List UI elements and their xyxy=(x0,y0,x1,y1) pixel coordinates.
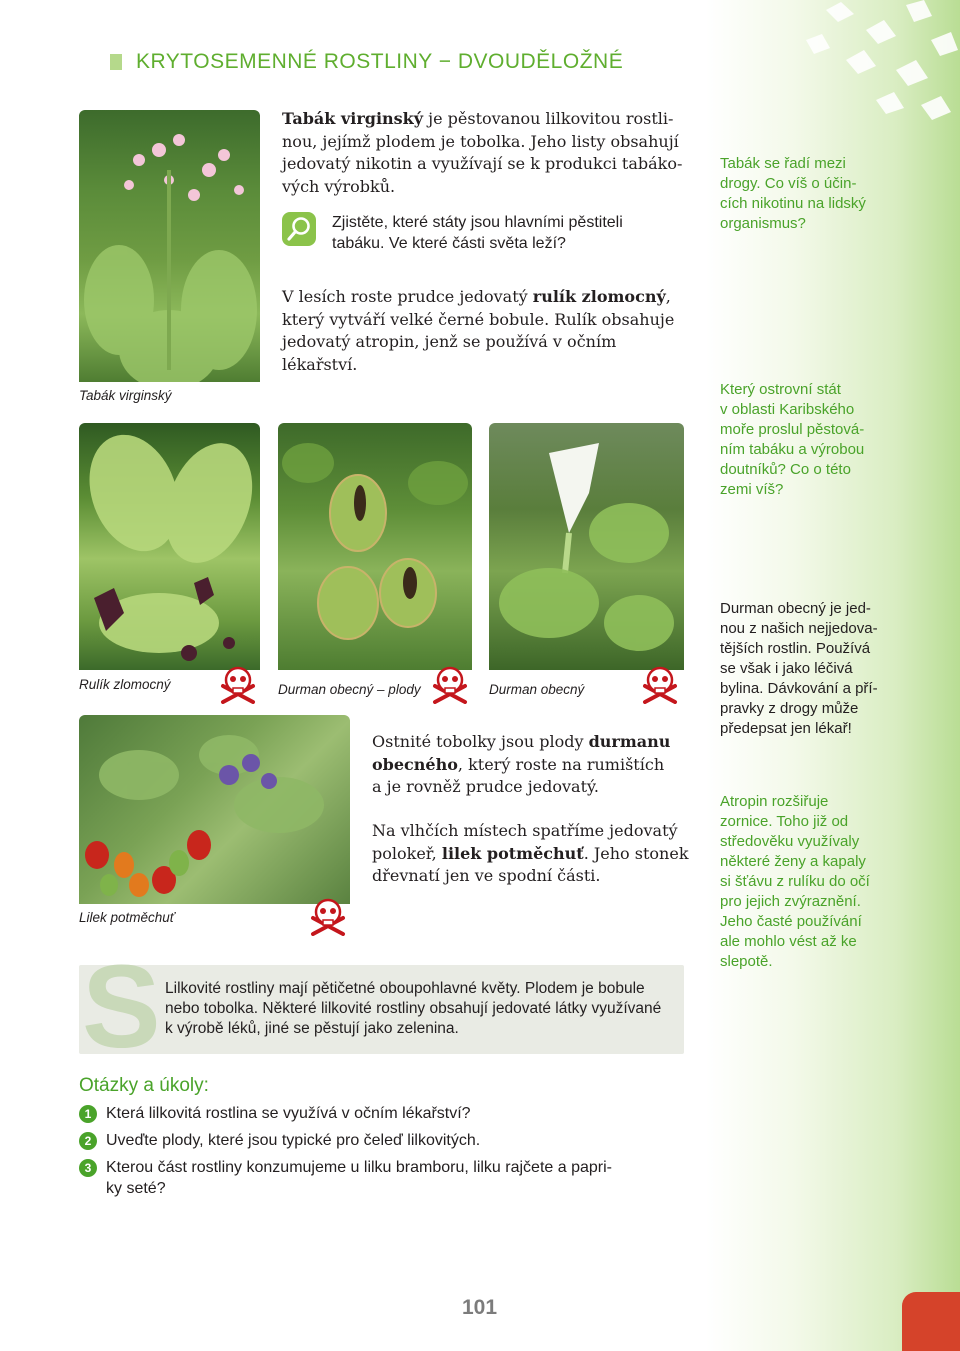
term-rulik: rulík zlomocný xyxy=(532,287,666,306)
poison-skull-icon xyxy=(308,896,348,936)
term-durman: durmanu xyxy=(588,732,671,751)
search-task-text: Zjistěte, které státy jsou hlavními pěstiteli tabáku. Ve které části světa leží? xyxy=(332,214,623,252)
caption-rulik: Rulík zlomocný xyxy=(79,677,171,692)
photo-lilek-potmechut xyxy=(79,715,350,904)
question-item: 1 Která lilkovitá rostlina se využívá v očním lékařství? xyxy=(79,1103,689,1124)
decorative-pattern xyxy=(706,0,960,140)
question-item: 2 Uveďte plody, které jsou typické pro čeleď lilkovitých. xyxy=(79,1130,689,1151)
durman-paragraph: Ostnité tobolky jsou plody durmanu obecného, který roste na rumištích a je rovněž prudce jedovatý. xyxy=(372,732,671,796)
page-number: 101 xyxy=(462,1296,498,1319)
rulik-paragraph: V lesích roste prudce jedovatý rulík zlomocný, který vytváří velké černé bobule. Rulík obsahuje jedovatý atropin, jenž se používá v očním lékařství. xyxy=(282,287,675,374)
caption-durman-plody: Durman obecný – plody xyxy=(278,682,421,697)
question-number: 3 xyxy=(79,1159,97,1177)
magnifier-icon xyxy=(282,212,316,246)
intro-tabak-text: Tabák virginský je pěstovanou lilkovitou rostli- nou, jejímž plodem je tobolka. Jeho listy obsahují jedovatý nikotin a využívají se k produkci tabáko- vých výrobků. xyxy=(282,109,683,196)
photo-durman-obecny xyxy=(489,423,684,670)
search-task-icon xyxy=(282,212,316,246)
sidenote-durman-leciva: Durman obecný je jed- nou z našich nejjedova- tějších rostlin. Používá se však i jako léčivá bylina. Dávkování a pří- pravky z drogy může předepsat jen lékař! xyxy=(720,600,878,737)
question-number: 1 xyxy=(79,1105,97,1123)
thorn-apple-fruits-illustration xyxy=(278,423,472,670)
poison-skull-icon xyxy=(430,664,470,704)
nightshade-illustration xyxy=(79,715,350,904)
sidenote-ostrovni-stat: Který ostrovní stát v oblasti Karibského moře proslul pěstová- ním tabáku a výrobou doutníků? Co o této zemi víš? xyxy=(720,381,865,498)
header-accent-bar xyxy=(110,54,122,70)
tobacco-plant-illustration xyxy=(79,110,260,382)
poison-skull-icon xyxy=(640,664,680,704)
caption-tabak: Tabák virginský xyxy=(79,388,172,403)
question-number: 2 xyxy=(79,1132,97,1150)
belladonna-illustration xyxy=(79,423,260,670)
photo-durman-plody xyxy=(278,423,472,670)
term-tabak: Tabák virginský xyxy=(282,109,424,128)
chapter-corner-tab xyxy=(902,1292,960,1351)
sidenote-atropin: Atropin rozšiřuje zornice. Toho již od středověku využívaly některé ženy a kapaly si šťávu z rulíku do očí pro jejich zvýraznění. Jeho časté používání ale mohlo vést až ke slepotě. xyxy=(720,793,870,970)
term-lilek: lilek potměchuť xyxy=(441,843,584,863)
thorn-apple-flower-illustration xyxy=(489,423,684,670)
summary-letter: S xyxy=(82,941,161,1073)
summary-text: Lilkovité rostliny mají pětičetné oboupohlavné květy. Plodem je bobule nebo tobolka. Některé lilkovité rostliny obsahují jedovaté látky využívané k výrobě léků, jiné se pěstují jako zelenina. xyxy=(165,980,662,1037)
caption-lilek: Lilek potměchuť xyxy=(79,910,175,925)
sidenote-tabak-drogy: Tabák se řadí mezi drogy. Co víš o účin- cích nikotinu na lidský organismus? xyxy=(720,155,866,232)
question-item: 3 Kterou část rostliny konzumujeme u lilku bramboru, lilku rajčete a papri- ky seté? xyxy=(79,1157,689,1199)
photo-tabak-virginsky xyxy=(79,110,260,382)
photo-rulik-zlomocny xyxy=(79,423,260,670)
questions-title: Otázky a úkoly: xyxy=(79,1075,209,1096)
caption-durman: Durman obecný xyxy=(489,682,585,697)
lilek-paragraph: Na vlhčích místech spatříme jedovatý polokeř, lilek potměchuť. Jeho stonek dřevnatí jen ve spodní části. xyxy=(372,821,689,885)
chapter-title: KRYTOSEMENNÉ ROSTLINY − DVOUDĚLOŽNÉ xyxy=(136,50,624,73)
poison-skull-icon xyxy=(218,664,258,704)
